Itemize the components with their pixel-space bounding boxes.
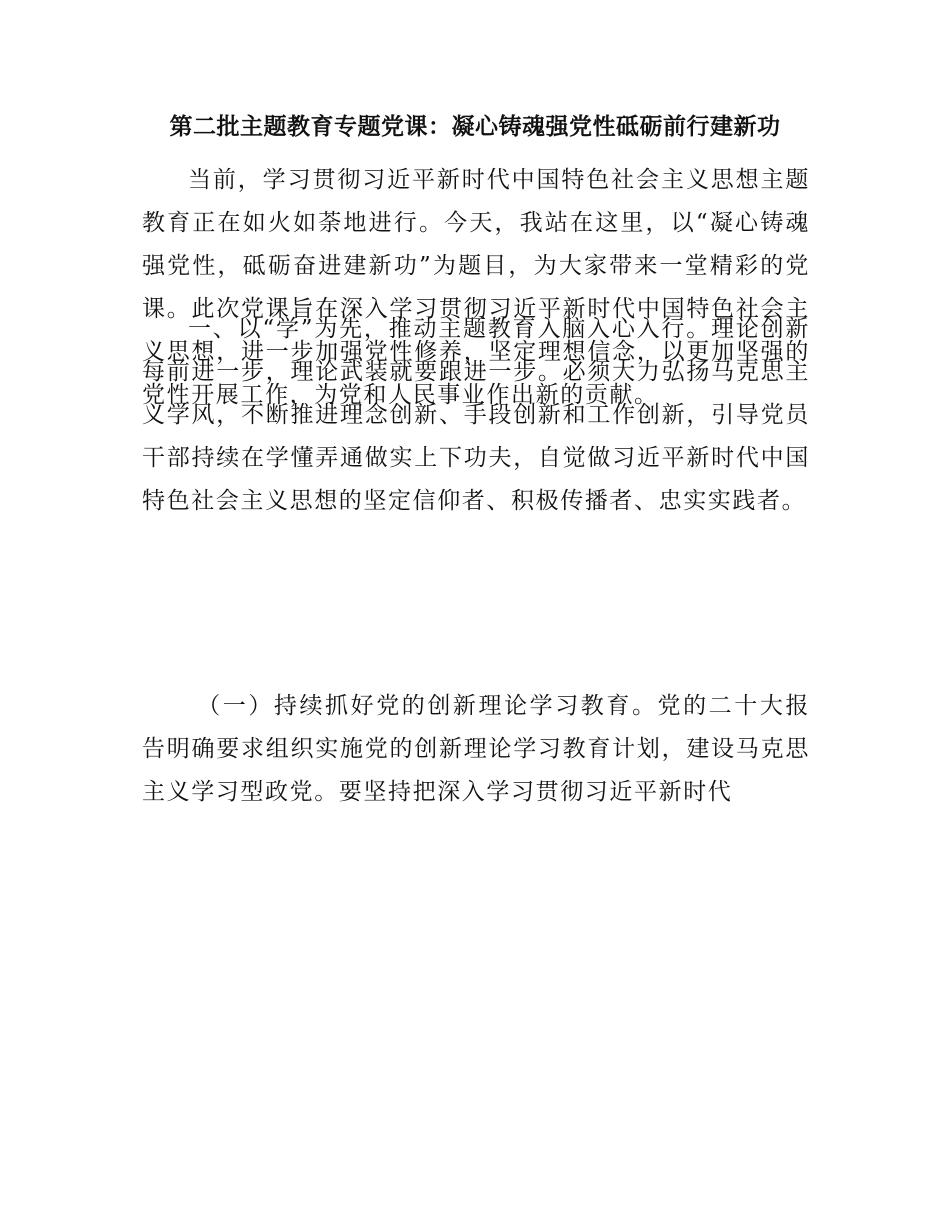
paragraph-subsection-one: （一）持续抓好党的创新理论学习教育。党的二十大报告明确要求组织实施党的创新理论学习教育计划，建设马克思主义学习型政党。要坚持把深入学习贯彻习近平新时代: [142, 693, 810, 805]
paragraph-section-one: 一、以“学”为先，推动主题教育入脑入心入行。理论创新每前进一步，理论武装就要跟进一步。必须大力弘扬马克思主义学风，不断推进理念创新、手段创新和工作创新，引导党员干部持续在学懂弄通做实上下功夫，自觉做习近平新时代中国特色社会主义思想的坚定信仰者、积极传播者、忠实实践者。: [142, 316, 810, 514]
paragraph-intro: 当前，学习贯彻习近平新时代中国特色社会主义思想主题教育正在如火如荼地进行。今天，我站在这里，以“凝心铸魂强党性，砥砺奋进建新功”为题目，为大家带来一堂精彩的党课。此次党课旨在深入学习贯彻习近平新时代中国特色社会主义思想，进一步加强党性修养，坚定理想信念，以更加坚强的党性开展工作，为党和人民事业作出新的贡献。: [142, 167, 810, 408]
document-title: 第二批主题教育专题党课：凝心铸魂强党性砥砺前行建新功: [169, 113, 781, 140]
